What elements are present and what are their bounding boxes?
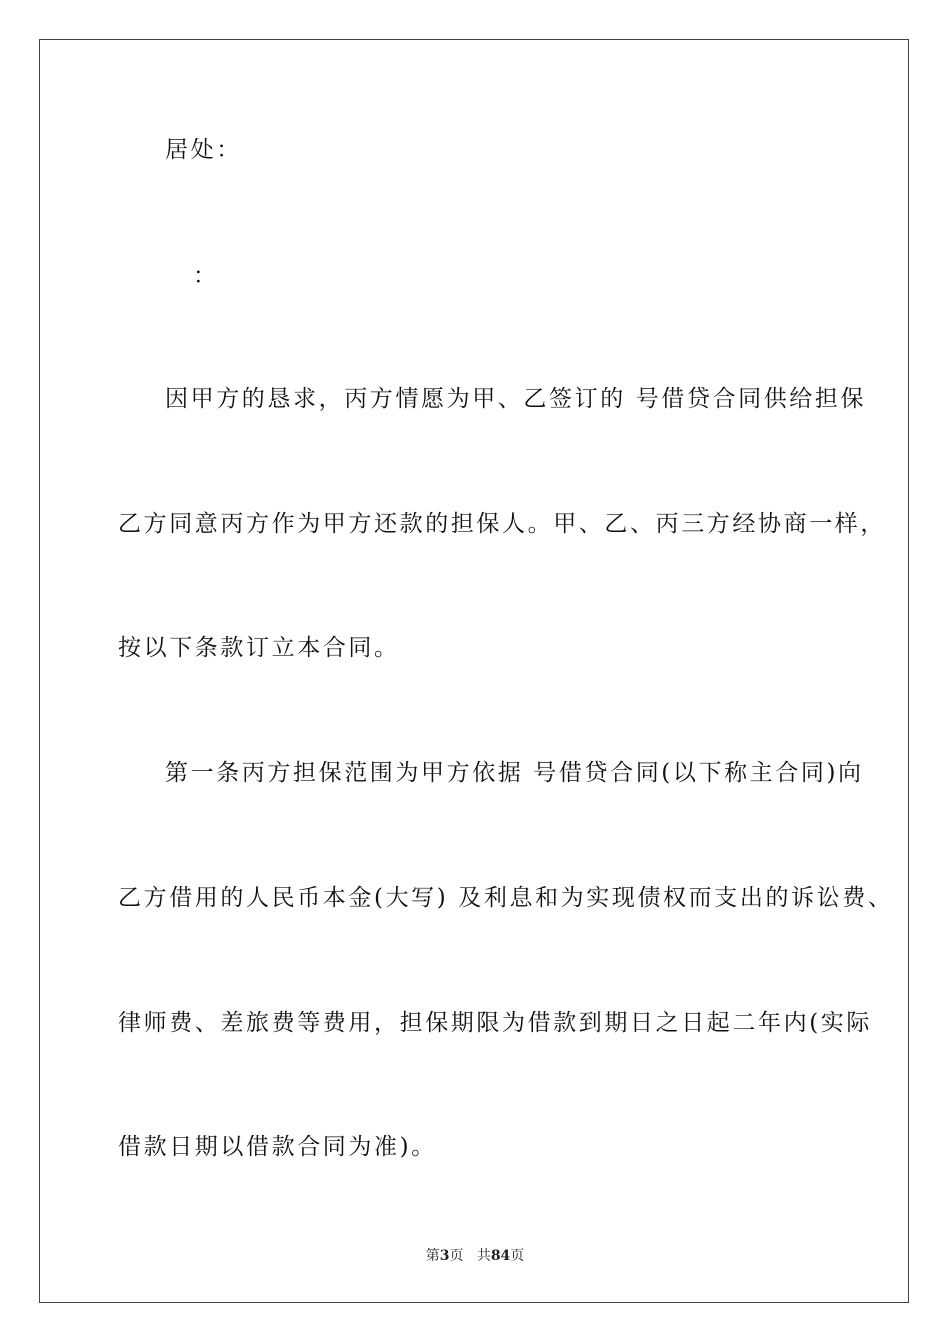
- address-label: 居处：: [165, 137, 242, 163]
- paragraph-line-3: 按以下条款订立本合同。: [118, 635, 400, 661]
- article-one-line-2: 乙方借用的人民币本金(大写) 及利息和为实现债权而支出的诉讼费、: [118, 885, 894, 911]
- page-footer: [0, 1247, 950, 1265]
- paragraph-line-2: 乙方同意丙方作为甲方还款的担保人。甲、乙、丙三方经协商一样，: [118, 511, 886, 537]
- page-border: [39, 39, 909, 1303]
- total-suffix: 页: [510, 1248, 525, 1264]
- page-suffix: 页: [449, 1248, 464, 1264]
- page-number: 3: [439, 1248, 450, 1264]
- page-prefix: 第: [425, 1248, 440, 1264]
- article-one-line-1: 第一条丙方担保范围为甲方依据 号借贷合同(以下称主合同)向: [165, 760, 864, 786]
- paragraph-line-1: 因甲方的恳求，丙方情愿为甲、乙签订的 号借贷合同供给担保: [165, 386, 867, 412]
- total-prefix: 共: [476, 1248, 491, 1264]
- total-pages: 84: [490, 1248, 511, 1264]
- blank-field-label: ：: [193, 263, 219, 289]
- article-one-line-3: 律师费、差旅费等费用，担保期限为借款到期日之日起二年内(实际: [118, 1010, 872, 1036]
- article-one-line-4: 借款日期以借款合同为准)。: [118, 1134, 437, 1160]
